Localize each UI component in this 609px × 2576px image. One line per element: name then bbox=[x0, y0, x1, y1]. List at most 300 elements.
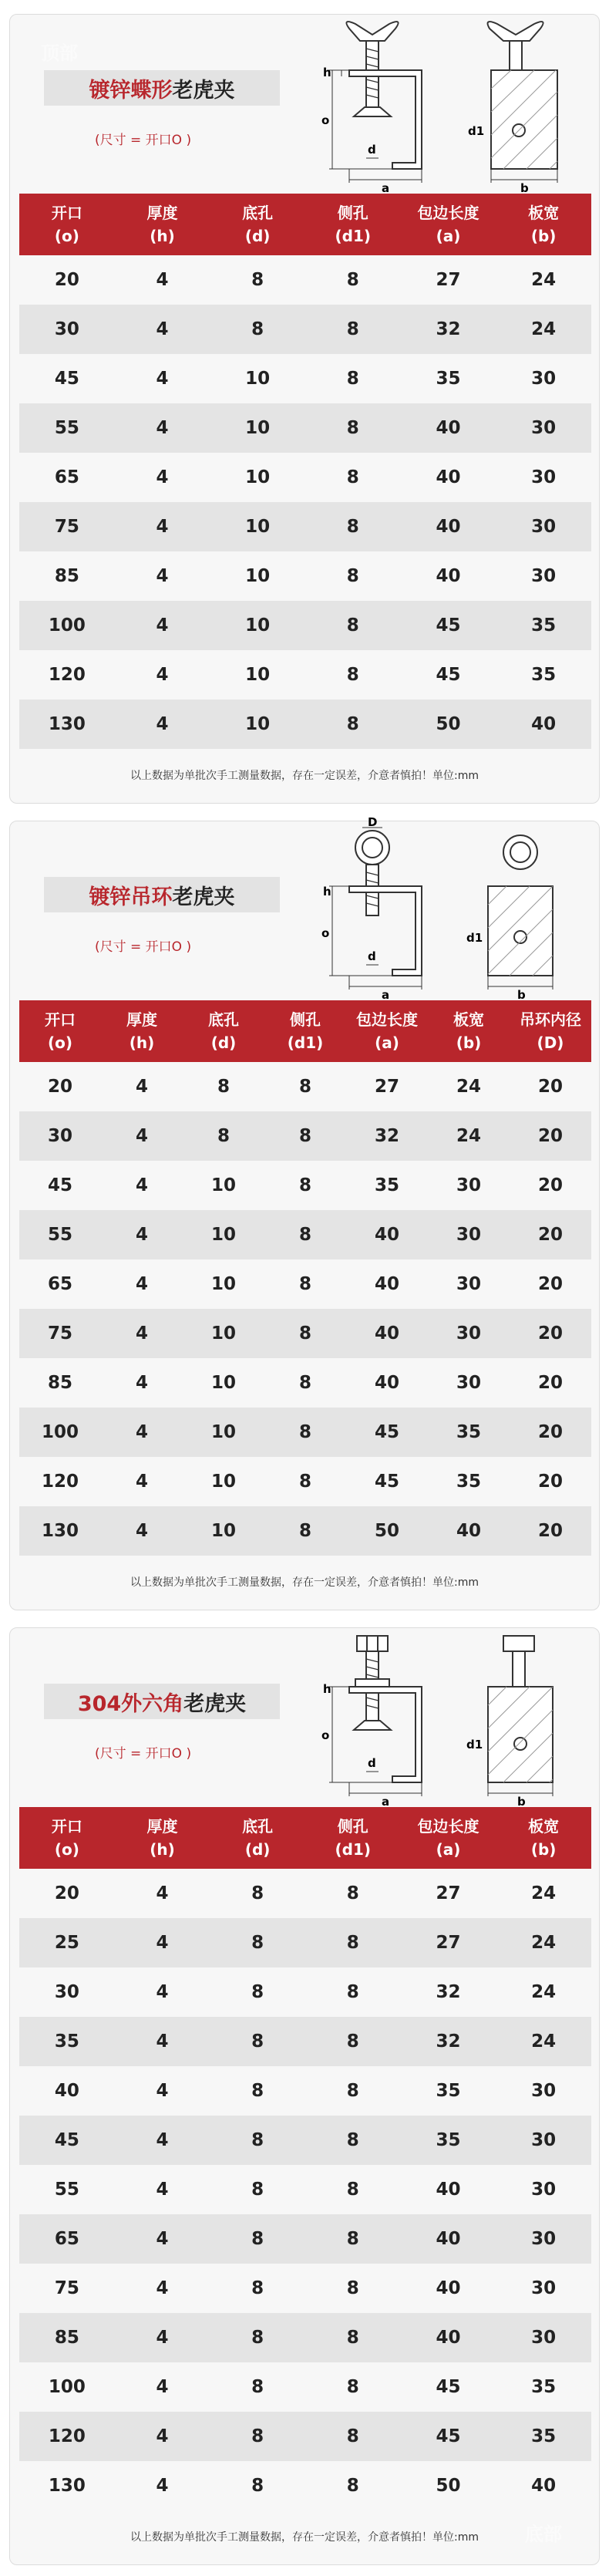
table-cell: 45 bbox=[47, 1175, 72, 1195]
col-header: 包边长度 (a) bbox=[417, 1817, 479, 1859]
diagram-label-o: o bbox=[321, 1728, 330, 1742]
table-cell: 8 bbox=[251, 319, 264, 339]
table-cell: 40 bbox=[531, 2476, 557, 2496]
table-cell: 4 bbox=[156, 1883, 169, 1903]
table-cell: 4 bbox=[135, 1077, 148, 1097]
table-cell: 8 bbox=[298, 1323, 311, 1344]
table-cell: 40 bbox=[374, 1323, 399, 1344]
table-cell: 8 bbox=[251, 1933, 264, 1953]
table-cell: 50 bbox=[436, 714, 461, 734]
table-cell: 30 bbox=[531, 2180, 557, 2200]
table-cell: 8 bbox=[346, 1933, 359, 1953]
table-cell: 4 bbox=[135, 1126, 148, 1146]
table-cell: 40 bbox=[436, 566, 461, 586]
table-cell: 32 bbox=[436, 1982, 461, 2002]
table-cell: 4 bbox=[156, 2081, 169, 2101]
table-cell: 8 bbox=[346, 2229, 359, 2249]
diagram-label-D: D bbox=[368, 815, 378, 829]
table-cell: 4 bbox=[135, 1225, 148, 1245]
table-row bbox=[19, 2017, 591, 2066]
table-cell: 4 bbox=[156, 270, 169, 290]
watermark-bottom: 底部 bbox=[525, 2524, 562, 2545]
table-row bbox=[19, 1259, 591, 1309]
table-cell: 4 bbox=[135, 1521, 148, 1541]
table-cell: 8 bbox=[346, 2130, 359, 2150]
title-black: 老虎夹 bbox=[172, 885, 235, 909]
table-cell: 45 bbox=[54, 2130, 79, 2150]
table-cell: 8 bbox=[298, 1274, 311, 1294]
table-row bbox=[19, 1408, 591, 1457]
col-header: 侧孔 (d1) bbox=[335, 204, 372, 245]
table-row bbox=[19, 1062, 591, 1111]
table-row bbox=[19, 1161, 591, 1210]
diagram-label-d1: d1 bbox=[468, 124, 485, 138]
diagram-label-h: h bbox=[323, 66, 331, 79]
table-cell: 8 bbox=[251, 2180, 264, 2200]
col-header: 底孔 (d) bbox=[242, 1817, 274, 1859]
table-cell: 30 bbox=[531, 2081, 557, 2101]
table-cell: 8 bbox=[346, 2180, 359, 2200]
clamp-side-view-diagram bbox=[318, 1628, 449, 1807]
table-cell: 4 bbox=[156, 517, 169, 537]
col-header: 板宽 (b) bbox=[528, 1817, 560, 1859]
table-cell: 10 bbox=[210, 1274, 236, 1294]
table-cell: 30 bbox=[54, 1982, 79, 2002]
table-cell: 10 bbox=[245, 665, 271, 685]
table-cell: 30 bbox=[531, 2278, 557, 2298]
table-cell: 45 bbox=[436, 665, 461, 685]
section-wing-clamp bbox=[9, 14, 600, 804]
table-cell: 40 bbox=[456, 1521, 481, 1541]
table-cell: 40 bbox=[374, 1373, 399, 1393]
section-header bbox=[10, 15, 599, 194]
table-cell: 8 bbox=[346, 319, 359, 339]
table-cell: 40 bbox=[436, 418, 461, 438]
diagram-label-o: o bbox=[321, 926, 330, 940]
table-cell: 30 bbox=[531, 566, 557, 586]
table-cell: 30 bbox=[531, 2328, 557, 2348]
table-cell: 35 bbox=[531, 2426, 557, 2446]
table-cell: 8 bbox=[217, 1077, 230, 1097]
table-cell: 100 bbox=[41, 1422, 79, 1442]
table-cell: 8 bbox=[346, 2377, 359, 2397]
table-cell: 24 bbox=[531, 1982, 557, 2002]
table-cell: 4 bbox=[156, 1982, 169, 2002]
table-cell: 35 bbox=[436, 369, 461, 389]
table-cell: 8 bbox=[251, 2130, 264, 2150]
table-cell: 20 bbox=[537, 1472, 563, 1492]
table-cell: 10 bbox=[210, 1472, 236, 1492]
table-cell: 8 bbox=[298, 1472, 311, 1492]
title-black: 老虎夹 bbox=[172, 78, 235, 103]
table-cell: 10 bbox=[245, 369, 271, 389]
table-cell: 4 bbox=[156, 467, 169, 487]
diagram-label-h: h bbox=[323, 1682, 331, 1696]
table-cell: 30 bbox=[47, 1126, 72, 1146]
section-header bbox=[10, 815, 599, 1002]
clamp-front-view-diagram bbox=[468, 15, 588, 195]
table-row bbox=[19, 2461, 591, 2510]
table-cell: 24 bbox=[531, 1883, 557, 1903]
watermark-top: 顶部 bbox=[41, 42, 78, 64]
diagram-label-b: b bbox=[520, 181, 529, 195]
table-cell: 65 bbox=[54, 2229, 79, 2249]
spec-table bbox=[19, 1807, 591, 2510]
section-hex-clamp bbox=[9, 1627, 600, 2565]
col-header: 厚度 (h) bbox=[126, 1010, 157, 1052]
table-cell: 75 bbox=[54, 517, 79, 537]
table-row bbox=[19, 502, 591, 551]
table-cell: 85 bbox=[54, 566, 79, 586]
col-header: 包边长度 (a) bbox=[417, 204, 479, 245]
section-subtitle: (尺寸 = 开口O ) bbox=[95, 133, 192, 148]
table-cell: 40 bbox=[54, 2081, 79, 2101]
clamp-side-view-diagram bbox=[318, 815, 449, 1002]
title-red: 304外六角 bbox=[77, 1691, 184, 1716]
table-cell: 30 bbox=[531, 369, 557, 389]
table-row bbox=[19, 453, 591, 502]
section-subtitle: (尺寸 = 开口O ) bbox=[95, 939, 192, 955]
title-red: 镀锌吊环 bbox=[89, 885, 173, 909]
table-cell: 8 bbox=[346, 2476, 359, 2496]
table-cell: 4 bbox=[156, 418, 169, 438]
table-row bbox=[19, 2214, 591, 2264]
table-cell: 27 bbox=[436, 1883, 461, 1903]
table-header-row bbox=[19, 1807, 591, 1869]
measurement-note: 以上数据为单批次手工测量数据，存在一定误差，介意者慎拍！单位:mm bbox=[130, 770, 479, 782]
table-row bbox=[19, 1869, 591, 1918]
col-header: 开口 (o) bbox=[45, 1010, 76, 1052]
table-cell: 30 bbox=[54, 319, 79, 339]
table-cell: 24 bbox=[456, 1077, 481, 1097]
diagram-label-d1: d1 bbox=[466, 931, 483, 945]
table-cell: 32 bbox=[436, 319, 461, 339]
table-cell: 20 bbox=[54, 1883, 79, 1903]
col-header: 厚度 (h) bbox=[146, 1817, 178, 1859]
table-cell: 100 bbox=[48, 2377, 86, 2397]
title-red: 镀锌蝶形 bbox=[89, 78, 173, 103]
table-cell: 8 bbox=[346, 517, 359, 537]
table-cell: 8 bbox=[346, 615, 359, 636]
table-cell: 50 bbox=[436, 2476, 461, 2496]
table-cell: 10 bbox=[245, 517, 271, 537]
table-cell: 8 bbox=[298, 1126, 311, 1146]
table-row bbox=[19, 1309, 591, 1358]
table-row bbox=[19, 2313, 591, 2362]
table-cell: 27 bbox=[436, 270, 461, 290]
diagram-label-o: o bbox=[321, 113, 330, 127]
table-cell: 30 bbox=[456, 1175, 481, 1195]
table-cell: 4 bbox=[156, 319, 169, 339]
spec-table bbox=[19, 1000, 591, 1556]
diagram-label-b: b bbox=[517, 988, 526, 1002]
section-title bbox=[44, 877, 280, 912]
table-header-row bbox=[19, 1000, 591, 1062]
table-cell: 4 bbox=[156, 2426, 169, 2446]
table-row bbox=[19, 601, 591, 650]
diagram-label-d: d bbox=[368, 949, 376, 963]
table-cell: 55 bbox=[47, 1225, 72, 1245]
table-cell: 8 bbox=[298, 1521, 311, 1541]
table-cell: 30 bbox=[531, 517, 557, 537]
table-cell: 120 bbox=[41, 1472, 79, 1492]
table-cell: 8 bbox=[346, 1883, 359, 1903]
table-cell: 35 bbox=[456, 1472, 481, 1492]
title-black: 老虎夹 bbox=[183, 1691, 247, 1716]
table-row bbox=[19, 2362, 591, 2412]
table-row bbox=[19, 1358, 591, 1408]
table-cell: 40 bbox=[436, 2328, 461, 2348]
diagram-label-d1: d1 bbox=[466, 1738, 483, 1752]
table-cell: 4 bbox=[156, 369, 169, 389]
clamp-front-view-diagram bbox=[466, 1628, 588, 1809]
table-cell: 20 bbox=[537, 1225, 563, 1245]
table-cell: 4 bbox=[156, 2130, 169, 2150]
table-cell: 40 bbox=[436, 467, 461, 487]
table-cell: 100 bbox=[48, 615, 86, 636]
col-header: 底孔 (d) bbox=[242, 204, 274, 245]
table-cell: 30 bbox=[531, 467, 557, 487]
table-cell: 40 bbox=[436, 2180, 461, 2200]
table-cell: 30 bbox=[531, 2229, 557, 2249]
col-header: 侧孔 (d1) bbox=[335, 1817, 372, 1859]
table-row bbox=[19, 2116, 591, 2165]
table-cell: 8 bbox=[346, 418, 359, 438]
table-cell: 120 bbox=[48, 665, 86, 685]
table-cell: 30 bbox=[531, 418, 557, 438]
clamp-front-view-diagram bbox=[466, 821, 588, 1002]
table-cell: 8 bbox=[251, 2328, 264, 2348]
spec-table bbox=[19, 194, 591, 749]
table-cell: 40 bbox=[374, 1274, 399, 1294]
table-cell: 4 bbox=[156, 2031, 169, 2052]
table-cell: 8 bbox=[346, 2278, 359, 2298]
table-cell: 10 bbox=[210, 1373, 236, 1393]
table-cell: 30 bbox=[456, 1373, 481, 1393]
table-cell: 45 bbox=[436, 2377, 461, 2397]
table-cell: 20 bbox=[54, 270, 79, 290]
table-cell: 10 bbox=[245, 467, 271, 487]
table-cell: 120 bbox=[48, 2426, 86, 2446]
table-cell: 35 bbox=[531, 2377, 557, 2397]
table-cell: 4 bbox=[135, 1472, 148, 1492]
table-cell: 20 bbox=[537, 1175, 563, 1195]
section-title bbox=[44, 1684, 280, 1719]
table-row bbox=[19, 1918, 591, 1967]
section-eye-clamp bbox=[9, 815, 600, 1610]
table-cell: 8 bbox=[251, 1982, 264, 2002]
table-cell: 35 bbox=[436, 2081, 461, 2101]
table-row bbox=[19, 1210, 591, 1259]
table-row bbox=[19, 255, 591, 305]
table-cell: 45 bbox=[436, 2426, 461, 2446]
table-cell: 24 bbox=[531, 270, 557, 290]
table-cell: 8 bbox=[346, 2426, 359, 2446]
table-cell: 130 bbox=[48, 2476, 86, 2496]
table-cell: 30 bbox=[456, 1225, 481, 1245]
diagram-label-h: h bbox=[323, 885, 331, 899]
table-cell: 40 bbox=[374, 1225, 399, 1245]
table-row bbox=[19, 403, 591, 453]
table-cell: 65 bbox=[54, 467, 79, 487]
table-cell: 4 bbox=[135, 1373, 148, 1393]
table-cell: 40 bbox=[531, 714, 557, 734]
diagram-label-a: a bbox=[382, 988, 390, 1002]
table-cell: 20 bbox=[537, 1521, 563, 1541]
table-cell: 8 bbox=[217, 1126, 230, 1146]
table-cell: 75 bbox=[54, 2278, 79, 2298]
table-cell: 4 bbox=[135, 1274, 148, 1294]
table-cell: 35 bbox=[436, 2130, 461, 2150]
table-cell: 35 bbox=[456, 1422, 481, 1442]
table-cell: 20 bbox=[537, 1126, 563, 1146]
table-cell: 10 bbox=[210, 1323, 236, 1344]
table-cell: 4 bbox=[156, 2328, 169, 2348]
table-row bbox=[19, 650, 591, 700]
table-cell: 20 bbox=[537, 1323, 563, 1344]
table-cell: 130 bbox=[41, 1521, 79, 1541]
col-header: 开口 (o) bbox=[51, 204, 82, 245]
table-cell: 25 bbox=[54, 1933, 79, 1953]
table-cell: 8 bbox=[346, 665, 359, 685]
table-row bbox=[19, 1967, 591, 2017]
table-cell: 130 bbox=[48, 714, 86, 734]
table-row bbox=[19, 305, 591, 354]
section-title bbox=[44, 70, 280, 106]
table-cell: 32 bbox=[436, 2031, 461, 2052]
col-header: 包边长度 (a) bbox=[356, 1010, 418, 1052]
table-cell: 40 bbox=[436, 2229, 461, 2249]
table-cell: 35 bbox=[374, 1175, 399, 1195]
table-cell: 8 bbox=[251, 2229, 264, 2249]
table-row bbox=[19, 2066, 591, 2116]
table-cell: 8 bbox=[346, 270, 359, 290]
diagram-label-a: a bbox=[382, 181, 390, 195]
table-cell: 10 bbox=[210, 1422, 236, 1442]
table-cell: 4 bbox=[156, 615, 169, 636]
table-cell: 8 bbox=[346, 1982, 359, 2002]
table-row bbox=[19, 1506, 591, 1556]
table-cell: 8 bbox=[346, 2328, 359, 2348]
table-cell: 20 bbox=[537, 1373, 563, 1393]
table-cell: 30 bbox=[456, 1323, 481, 1344]
col-header: 底孔 (d) bbox=[208, 1010, 239, 1052]
table-cell: 24 bbox=[531, 2031, 557, 2052]
table-cell: 8 bbox=[251, 270, 264, 290]
table-cell: 8 bbox=[251, 2426, 264, 2446]
table-cell: 8 bbox=[298, 1225, 311, 1245]
col-header: 板宽 (b) bbox=[528, 204, 560, 245]
table-cell: 10 bbox=[245, 714, 271, 734]
col-header: 吊环内径 (D) bbox=[520, 1010, 581, 1052]
table-cell: 40 bbox=[436, 2278, 461, 2298]
table-cell: 30 bbox=[531, 2130, 557, 2150]
table-row bbox=[19, 2264, 591, 2313]
table-cell: 45 bbox=[374, 1472, 399, 1492]
clamp-side-view-diagram bbox=[318, 15, 449, 194]
table-row bbox=[19, 354, 591, 403]
table-cell: 65 bbox=[47, 1274, 72, 1294]
table-cell: 4 bbox=[135, 1422, 148, 1442]
table-cell: 45 bbox=[54, 369, 79, 389]
table-cell: 55 bbox=[54, 2180, 79, 2200]
table-cell: 8 bbox=[251, 2031, 264, 2052]
table-cell: 8 bbox=[251, 2377, 264, 2397]
table-cell: 10 bbox=[245, 418, 271, 438]
table-cell: 4 bbox=[156, 2180, 169, 2200]
table-header-row bbox=[19, 194, 591, 255]
col-header: 开口 (o) bbox=[51, 1817, 82, 1859]
table-cell: 32 bbox=[374, 1126, 399, 1146]
table-cell: 50 bbox=[374, 1521, 399, 1541]
table-cell: 8 bbox=[298, 1422, 311, 1442]
col-header: 侧孔 (d1) bbox=[287, 1010, 324, 1052]
table-cell: 4 bbox=[156, 714, 169, 734]
diagram-label-d: d bbox=[368, 143, 376, 157]
table-cell: 4 bbox=[156, 1933, 169, 1953]
section-header bbox=[10, 1628, 599, 1807]
measurement-note: 以上数据为单批次手工测量数据，存在一定误差，介意者慎拍！单位:mm bbox=[130, 1576, 479, 1589]
table-cell: 8 bbox=[298, 1077, 311, 1097]
table-cell: 20 bbox=[537, 1077, 563, 1097]
table-cell: 8 bbox=[346, 566, 359, 586]
table-cell: 8 bbox=[251, 1883, 264, 1903]
table-cell: 20 bbox=[537, 1274, 563, 1294]
table-cell: 4 bbox=[135, 1323, 148, 1344]
table-cell: 10 bbox=[210, 1521, 236, 1541]
table-cell: 10 bbox=[245, 615, 271, 636]
diagram-label-d: d bbox=[368, 1756, 376, 1770]
table-cell: 35 bbox=[54, 2031, 79, 2052]
table-cell: 40 bbox=[436, 517, 461, 537]
table-cell: 45 bbox=[374, 1422, 399, 1442]
table-cell: 8 bbox=[251, 2081, 264, 2101]
table-cell: 8 bbox=[346, 2031, 359, 2052]
section-subtitle: (尺寸 = 开口O ) bbox=[95, 1746, 192, 1762]
table-cell: 4 bbox=[156, 2278, 169, 2298]
table-cell: 8 bbox=[346, 714, 359, 734]
table-cell: 4 bbox=[156, 2377, 169, 2397]
table-cell: 8 bbox=[346, 2081, 359, 2101]
table-cell: 10 bbox=[210, 1175, 236, 1195]
col-header: 板宽 (b) bbox=[453, 1010, 484, 1052]
table-cell: 55 bbox=[54, 418, 79, 438]
table-cell: 35 bbox=[531, 665, 557, 685]
table-cell: 20 bbox=[47, 1077, 72, 1097]
table-cell: 24 bbox=[531, 319, 557, 339]
diagram-label-a: a bbox=[382, 1795, 390, 1809]
table-cell: 24 bbox=[456, 1126, 481, 1146]
table-cell: 24 bbox=[531, 1933, 557, 1953]
table-cell: 10 bbox=[210, 1225, 236, 1245]
table-cell: 4 bbox=[156, 2476, 169, 2496]
table-cell: 10 bbox=[245, 566, 271, 586]
table-cell: 4 bbox=[156, 2229, 169, 2249]
table-row bbox=[19, 1457, 591, 1506]
table-cell: 27 bbox=[374, 1077, 399, 1097]
table-cell: 85 bbox=[47, 1373, 72, 1393]
table-cell: 8 bbox=[298, 1175, 311, 1195]
table-cell: 20 bbox=[537, 1422, 563, 1442]
table-row bbox=[19, 1111, 591, 1161]
table-cell: 30 bbox=[456, 1274, 481, 1294]
diagram-label-b: b bbox=[517, 1795, 526, 1809]
table-cell: 35 bbox=[531, 615, 557, 636]
table-cell: 8 bbox=[346, 369, 359, 389]
measurement-note: 以上数据为单批次手工测量数据，存在一定误差，介意者慎拍！单位:mm bbox=[130, 2531, 479, 2544]
table-row bbox=[19, 2165, 591, 2214]
table-cell: 8 bbox=[251, 2278, 264, 2298]
